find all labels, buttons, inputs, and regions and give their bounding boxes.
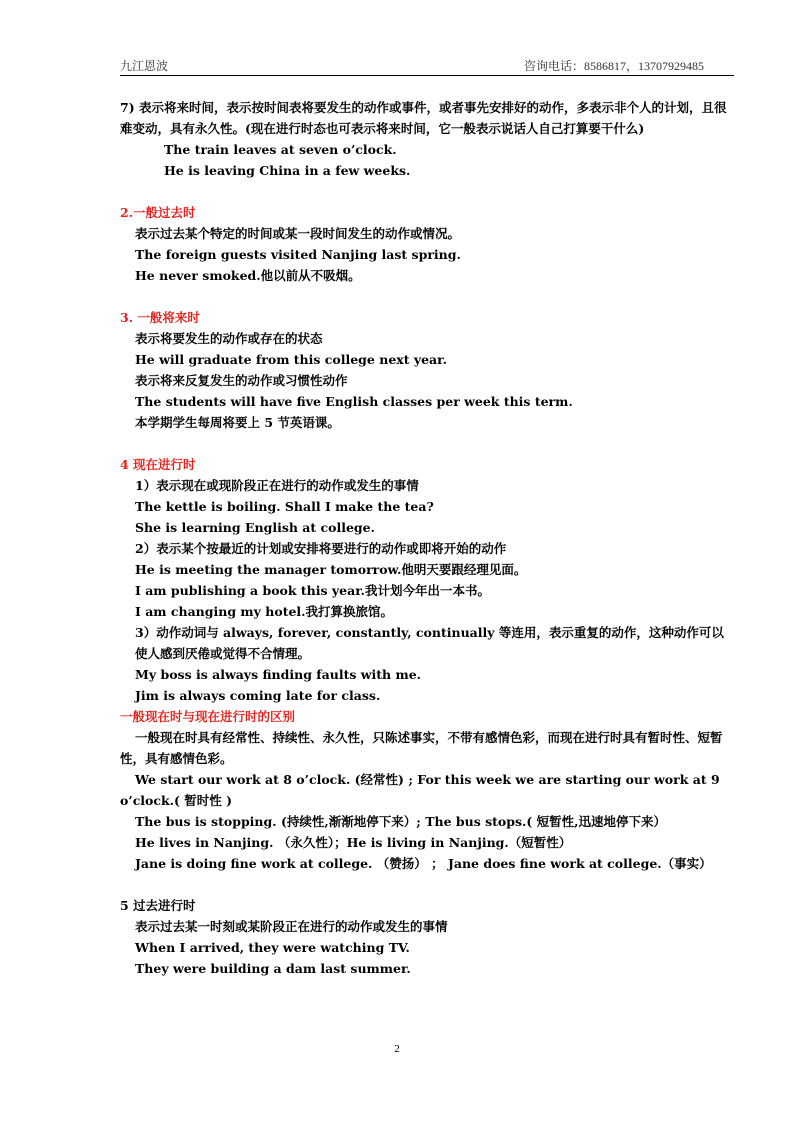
diff-description: 一般现在时具有经常性、持续性、永久性，只陈述事实，不带有感情色彩，而现在进行时具有暂时性、短暂性，具有感情色彩。 xyxy=(120,730,723,766)
sec3-example-1: He will graduate from this college next year. xyxy=(135,352,447,367)
sec4-title: 4 现在进行时 xyxy=(120,457,196,472)
sec5-example-2: They were building a dam last summer. xyxy=(135,961,411,976)
sec7-example-1: The train leaves at seven o’clock. xyxy=(164,142,397,157)
sec4-description-3: 3）动作动词与 always, forever, constantly, continually 等连用，表示重复的动作，这种动作可以使人感到厌倦或觉得不合情理。 xyxy=(135,625,724,661)
sec5-description: 表示过去某一时刻或某阶段正在进行的动作或发生的事情 xyxy=(135,919,448,934)
sec2-description: 表示过去某个特定的时间或某一段时间发生的动作或情况。 xyxy=(135,226,461,241)
sec4-example-6: My boss is always finding faults with me. xyxy=(135,667,422,682)
sec7-description: 7) 表示将来时间，表示按时间表将要发生的动作或事件，或者事先安排好的动作，多表示非个人的计划，且很难变动，具有永久性。(现在进行时态也可表示将来时间，它一般表示说话人自己打算要干什么) xyxy=(120,100,727,136)
sec4-example-7: Jim is always coming late for class. xyxy=(135,688,381,703)
sec3-example-3: 本学期学生每周将要上 5 节英语课。 xyxy=(135,415,340,430)
sec2-title: 2.一般过去时 xyxy=(120,205,196,220)
sec3-example-2: The students will have five English classes per week this term. xyxy=(135,394,573,409)
sec3-description-1: 表示将要发生的动作或存在的状态 xyxy=(135,331,323,346)
sec2-example-2: He never smoked.他以前从不吸烟。 xyxy=(135,268,361,283)
page-number: 2 xyxy=(394,1043,400,1055)
sec3-title: 3. 一般将来时 xyxy=(120,310,200,325)
page-header xyxy=(120,57,734,76)
sec3-description-2: 表示将来反复发生的动作或习惯性动作 xyxy=(135,373,348,388)
sec4-description-2: 2）表示某个按最近的计划或安排将要进行的动作或即将开始的动作 xyxy=(135,541,507,556)
diff-title: 一般现在时与现在进行时的区别 xyxy=(120,709,296,724)
sec7-example-2: He is leaving China in a few weeks. xyxy=(164,163,411,178)
sec5-example-1: When I arrived, they were watching TV. xyxy=(135,940,410,955)
sec4-example-2: She is learning English at college. xyxy=(135,520,375,535)
diff-example-4: Jane is doing fine work at college. （赞扬） ； Jane does fine work at college.（事实） xyxy=(135,856,712,871)
header-left: 九江恩波 xyxy=(120,59,169,73)
sec4-example-4: I am publishing a book this year.我计划今年出一本书。 xyxy=(135,583,490,598)
sec4-description-1: 1）表示现在或现阶段正在进行的动作或发生的事情 xyxy=(135,478,419,493)
header-contact: 咨询电话：8586817，13707929485 xyxy=(523,59,704,73)
diff-example-3: He lives in Nanjing. （永久性）；He is living in Nanjing.（短暂性） xyxy=(135,835,572,850)
sec4-example-3: He is meeting the manager tomorrow.他明天要跟经理见面。 xyxy=(135,562,527,577)
sec4-example-5: I am changing my hotel.我打算换旅馆。 xyxy=(135,604,394,619)
sec4-example-1: The kettle is boiling. Shall I make the tea? xyxy=(135,499,434,514)
document-body xyxy=(120,97,734,979)
sec2-example-1: The foreign guests visited Nanjing last spring. xyxy=(135,247,461,262)
diff-example-1: We start our work at 8 o’clock. (经常性) ; For this week we are starting our work at 9 o’clock.( 暂时性 ) xyxy=(120,772,720,808)
diff-example-2: The bus is stopping. (持续性,渐渐地停下来）; The bus stops.( 短暂性,迅速地停下来） xyxy=(135,814,667,829)
sec5-title: 5 过去进行时 xyxy=(120,898,196,913)
